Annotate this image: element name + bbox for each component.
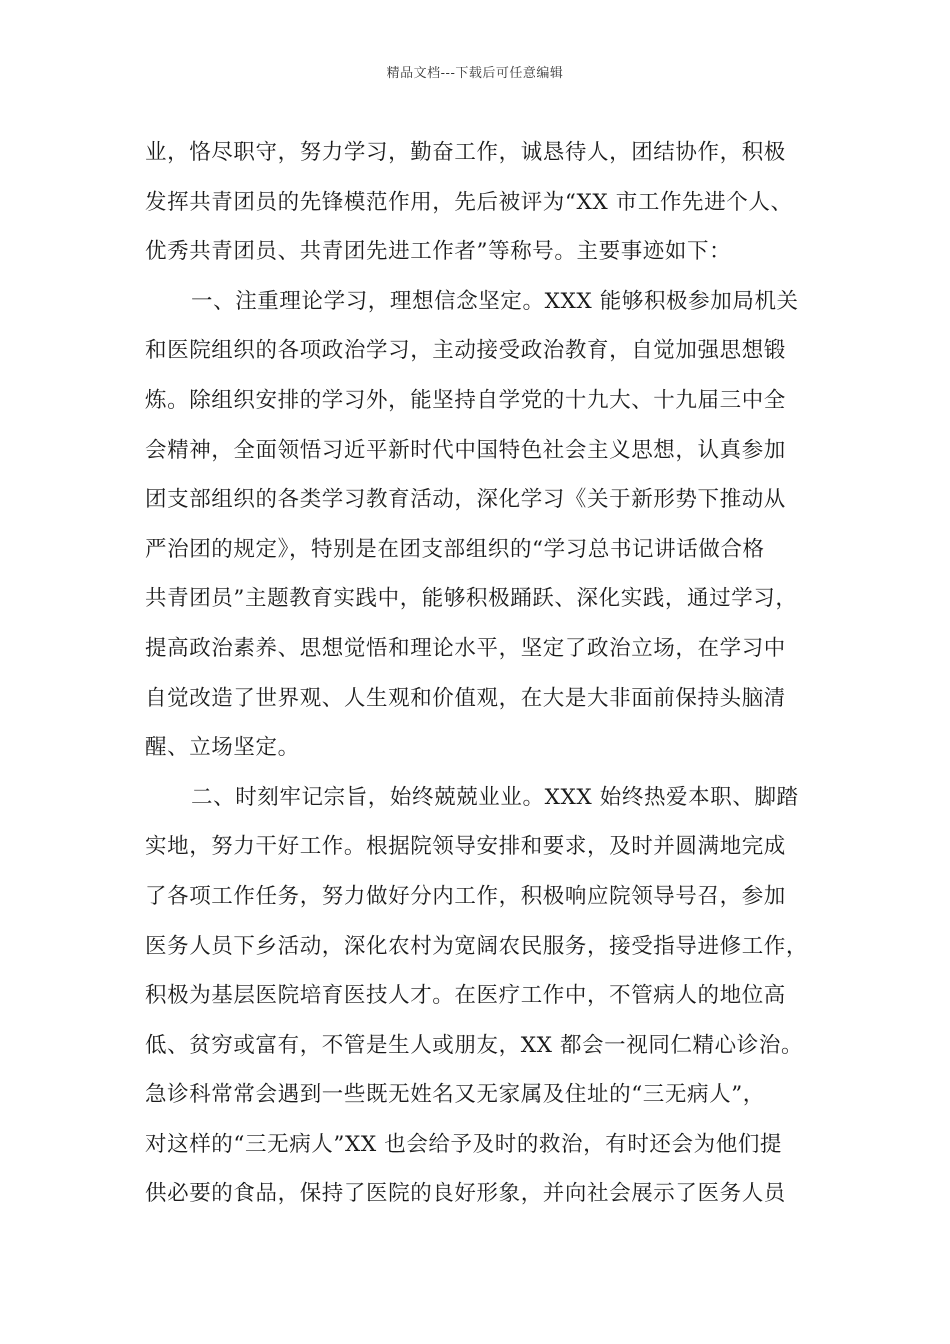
text-line: 医务人员下乡活动，深化农村为宽阔农民服务，接受指导进修工作，: [145, 933, 809, 959]
text-line: 业，恪尽职守，努力学习，勤奋工作，诚恳待人，团结协作，积极: [145, 140, 786, 165]
text-line: 提高政治素养、思想觉悟和理论水平，坚定了政治立场，在学习中: [145, 635, 786, 661]
text-line: 发挥共青团员的先锋模范作用，先后被评为“XX 市工作先进个人、: [145, 189, 793, 215]
text-line: 了各项工作任务，努力做好分内工作，积极响应院领导号召，参加: [145, 883, 786, 909]
text-line: 醒、立场坚定。: [145, 735, 300, 761]
text-line: 急诊科常常会遇到一些既无姓名又无家属及住址的“三无病人”，: [145, 1082, 765, 1108]
text-line: 积极为基层医院培育医技人才。在医疗工作中，不管病人的地位高: [145, 983, 786, 1009]
text-line: 实地，努力干好工作。根据院领导安排和要求，及时并圆满地完成: [145, 834, 786, 860]
paragraph-1-first-line: 一、注重理论学习，理想信念坚定。XXX 能够积极参加局机关: [191, 288, 799, 314]
text-line: 对这样的“三无病人”XX 也会给予及时的救治，有时还会为他们提: [145, 1131, 783, 1157]
text-line: 严治团的规定》，特别是在团支部组织的“学习总书记讲话做合格: [145, 536, 765, 562]
text-line: 共青团员”主题教育实践中，能够积极踊跃、深化实践，通过学习，: [145, 586, 798, 612]
text-line: 和医院组织的各项政治学习，主动接受政治教育，自觉加强思想锻: [145, 338, 786, 364]
document-body: [145, 128, 820, 1219]
paragraph-2-first-line: 二、时刻牢记宗旨，始终兢兢业业。XXX 始终热爱本职、脚踏: [191, 784, 799, 810]
text-line: 自觉改造了世界观、人生观和价值观，在大是大非面前保持头脑清: [145, 685, 786, 711]
text-line: 供必要的食品，保持了医院的良好形象，并向社会展示了医务人员: [145, 1181, 786, 1207]
text-line: 会精神，全面领悟习近平新时代中国特色社会主义思想，认真参加: [145, 437, 786, 463]
text-line: 低、贫穷或富有，不管是生人或朋友，XX 都会一视同仁精心诊治。: [145, 1032, 804, 1058]
page-header: 精品文档---下载后可任意编辑: [386, 66, 564, 81]
text-line: 炼。除组织安排的学习外，能坚持自学党的十九大、十九届三中全: [145, 387, 786, 413]
text-line: 优秀共青团员、共青团先进工作者”等称号。主要事迹如下：: [145, 239, 732, 265]
text-line: 团支部组织的各类学习教育活动，深化学习《关于新形势下推动从: [145, 487, 786, 513]
